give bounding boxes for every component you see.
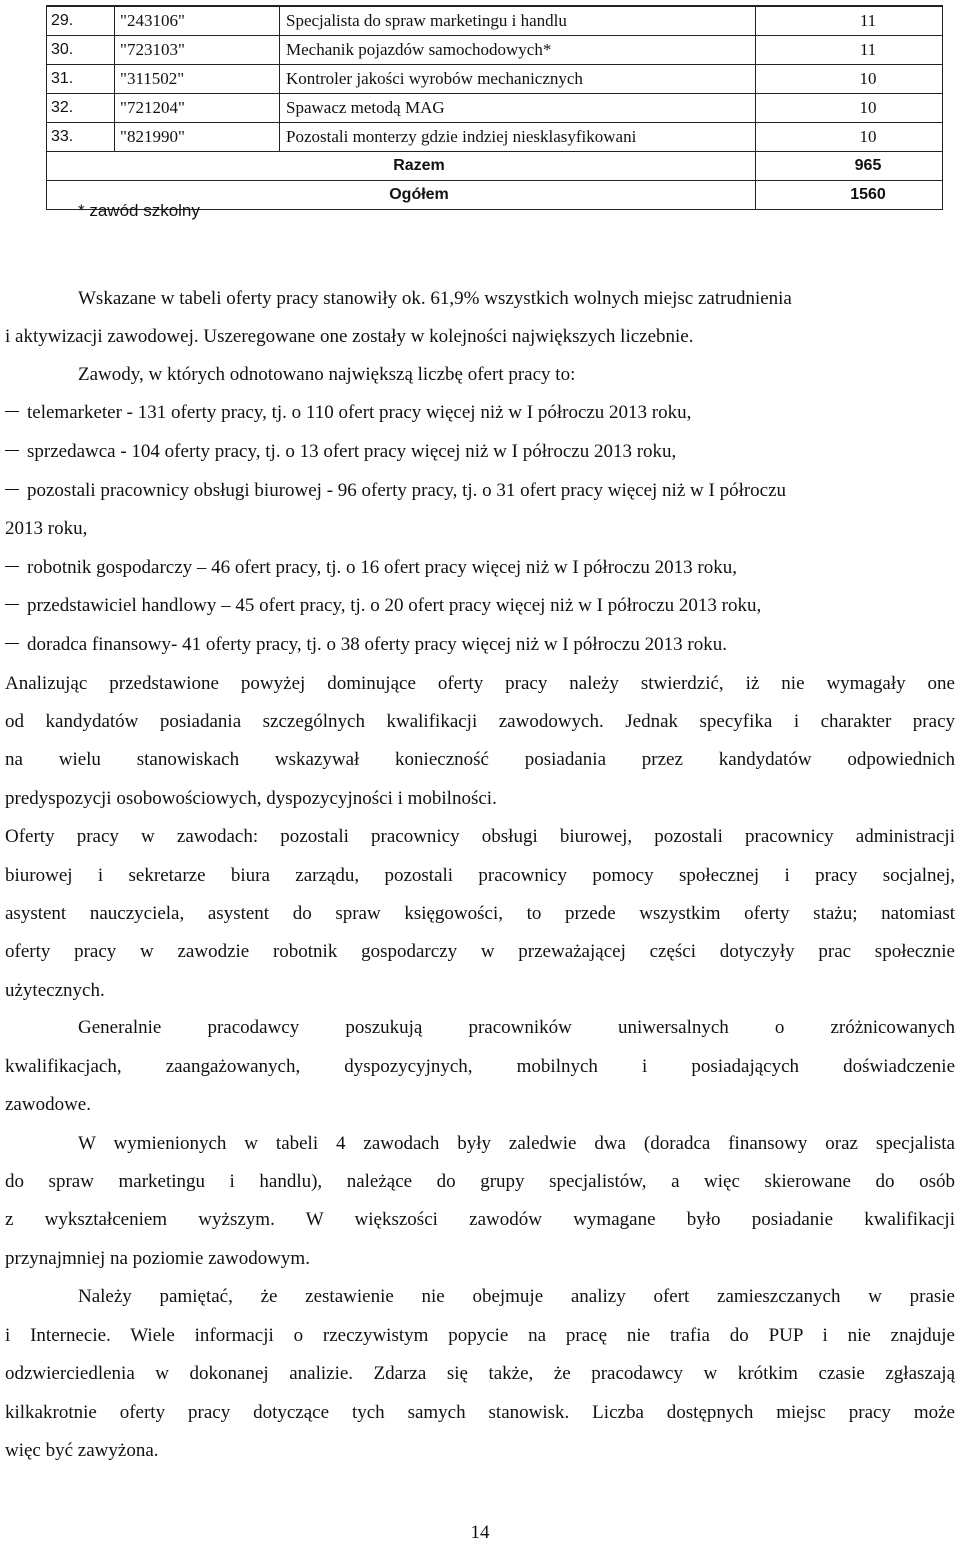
list-item-continuation: 2013 roku, (5, 518, 88, 539)
row-code: "821990" (114, 123, 279, 151)
dash-bullet-icon (5, 643, 19, 644)
text-line: do spraw marketingu i handlu), należące do grupy specjalistów, a więc skierowane do osób (5, 1171, 955, 1192)
row-occupation: Kontroler jakości wyrobów mechanicznych (279, 65, 755, 93)
dash-bullet-icon (5, 450, 19, 451)
list-item (5, 556, 955, 580)
list-item-text: przedstawiciel handlowy – 45 ofert pracy, tj. o 20 ofert pracy więcej niż w I półroczu 2013 roku, (27, 595, 762, 616)
list-item (5, 594, 955, 618)
row-occupation: Spawacz metodą MAG (279, 94, 755, 122)
text-line: Generalnie pracodawcy poszukują pracowników uniwersalnych o zróżnicowanych (78, 1017, 955, 1038)
list-item-text: telemarketer - 131 oferty pracy, tj. o 110 ofert pracy więcej niż w I półroczu 2013 roku, (27, 402, 692, 423)
table-row (46, 35, 943, 64)
row-number: 31. (51, 70, 74, 87)
table-row (46, 93, 943, 122)
text-line: odzwierciedlenia w dokonanej analizie. Zdarza się także, że pracodawcy w krótkim czasie zgłaszają (5, 1363, 955, 1384)
row-count: 10 (755, 123, 944, 151)
text-line: i aktywizacji zawodowej. Uszeregowane one zostały w kolejności największych liczebnie. (5, 326, 694, 347)
ogolem-label: Ogółem (389, 186, 449, 203)
table-row (46, 5, 943, 35)
row-code: "311502" (114, 65, 279, 93)
page-number: 14 (470, 1522, 490, 1543)
text-line: na wielu stanowiskach wskazywał konieczność posiadania przez kandydatów odpowiednich (5, 749, 955, 770)
dash-bullet-icon (5, 566, 19, 567)
text-line: i Internecie. Wiele informacji o rzeczywistym popycie na pracę nie trafia do PUP i nie znajduje (5, 1325, 955, 1346)
list-item (5, 401, 955, 425)
table-row (46, 122, 943, 151)
list-item-text: sprzedawca - 104 oferty pracy, tj. o 13 ofert pracy więcej niż w I półroczu 2013 roku, (27, 441, 677, 462)
text-line: biurowej i sekretarze biura zarządu, pozostali pracownicy pomocy społecznej i pracy socjalnej, (5, 865, 955, 886)
text-line: więc być zawyżona. (5, 1440, 159, 1461)
footnote: * zawód szkolny (78, 201, 200, 220)
text-line: zawodowe. (5, 1094, 91, 1115)
text-line: Analizując przedstawione powyżej dominujące oferty pracy należy stwierdzić, iż nie wymagały one (5, 673, 955, 694)
razem-value: 965 (755, 152, 944, 180)
list-item-text: robotnik gospodarczy – 46 ofert pracy, tj. o 16 ofert pracy więcej niż w I półroczu 2013 roku, (27, 557, 737, 578)
razem-label: Razem (393, 157, 445, 174)
list-item (5, 633, 955, 657)
list-item (5, 440, 955, 464)
dash-bullet-icon (5, 489, 19, 490)
text-line: kwalifikacjach, zaangażowanych, dyspozycyjnych, mobilnych i posiadających doświadczenie (5, 1056, 955, 1077)
text-line: W wymienionych w tabeli 4 zawodach były zaledwie dwa (doradca finansowy oraz specjalista (78, 1133, 955, 1154)
text-line: Wskazane w tabeli oferty pracy stanowiły ok. 61,9% wszystkich wolnych miejsc zatrudnienia (78, 288, 792, 309)
text-line: asystent nauczyciela, asystent do spraw księgowości, to przede wszystkim oferty stażu; natomiast (5, 903, 955, 924)
row-number: 33. (51, 128, 74, 145)
row-occupation: Mechanik pojazdów samochodowych* (279, 36, 755, 64)
row-code: "721204" (114, 94, 279, 122)
list-item (5, 479, 955, 503)
row-number: 30. (51, 41, 74, 58)
table-row (46, 64, 943, 93)
list-item-text: pozostali pracownicy obsługi biurowej - 96 oferty pracy, tj. o 31 ofert pracy więcej niż w I półroczu (27, 480, 787, 501)
text-line: użytecznych. (5, 980, 105, 1001)
row-occupation: Specjalista do spraw marketingu i handlu (279, 7, 755, 35)
row-count: 10 (755, 94, 944, 122)
row-code: "723103" (114, 36, 279, 64)
text-line: Zawody, w których odnotowano największą liczbę ofert pracy to: (78, 364, 576, 385)
text-line: kilkakrotnie oferty pracy dotyczące tych samych stanowisk. Liczba dostępnych miejsc pracy może (5, 1402, 955, 1423)
dash-bullet-icon (5, 604, 19, 605)
row-number: 29. (51, 12, 74, 29)
text-line: od kandydatów posiadania szczególnych kwalifikacji zawodowych. Jednak specyfika i charakter pracy (5, 711, 955, 732)
row-count: 10 (755, 65, 944, 93)
text-line: predyspozycji osobowościowych, dyspozycyjności i mobilności. (5, 788, 497, 809)
row-count: 11 (755, 7, 944, 35)
ogolem-value: 1560 (755, 181, 944, 209)
text-line: Oferty pracy w zawodach: pozostali pracownicy obsługi biurowej, pozostali pracownicy administracji (5, 826, 955, 847)
dash-bullet-icon (5, 411, 19, 412)
row-code: "243106" (114, 7, 279, 35)
row-number: 32. (51, 99, 74, 116)
text-line: przynajmniej na poziomie zawodowym. (5, 1248, 310, 1269)
list-item-text: doradca finansowy- 41 oferty pracy, tj. o 38 oferty pracy więcej niż w I półroczu 2013 roku. (27, 634, 727, 655)
row-count: 11 (755, 36, 944, 64)
text-line: z wykształceniem wyższym. W większości zawodów wymagane było posiadanie kwalifikacji (5, 1209, 955, 1230)
razem-row (46, 151, 943, 180)
text-line: Należy pamiętać, że zestawienie nie obejmuje analizy ofert zamieszczanych w prasie (78, 1286, 955, 1307)
offers-table (46, 5, 943, 210)
row-occupation: Pozostali monterzy gdzie indziej niesklasyfikowani (279, 123, 755, 151)
text-line: oferty pracy w zawodzie robotnik gospodarczy w przeważającej części dotyczyły prac społecznie (5, 941, 955, 962)
